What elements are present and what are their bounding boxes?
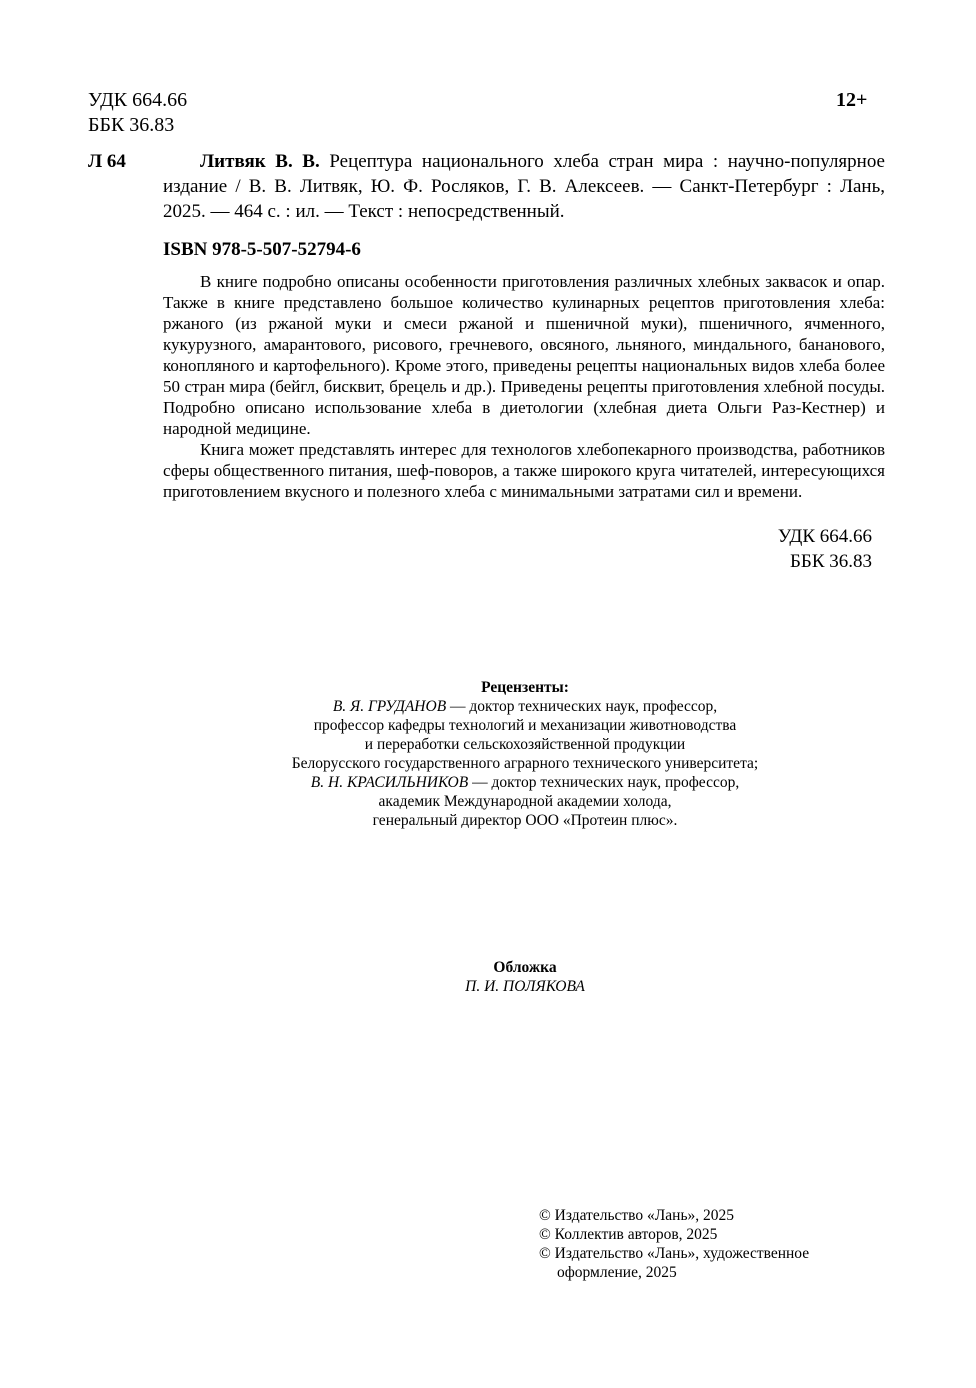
reviewer-1-line-4: Белорусского государственного аграрного технического университета; — [291, 755, 759, 772]
reviewer-2-line-3: генеральный директор ООО «Протеин плюс». — [372, 812, 678, 829]
reviewer-1-title: — доктор технических наук, профессор, — [446, 698, 718, 715]
cover-heading: Обложка — [493, 959, 557, 976]
copyright-line-4: оформление, 2025 — [557, 1264, 677, 1281]
bibliographic-record — [163, 149, 885, 224]
reviewer-1-line-3: и переработки сельскохозяйственной продукции — [364, 736, 686, 753]
reviewer-2-line-2: академик Международной академии холода, — [378, 793, 672, 810]
reviewer-2-title: — доктор технических наук, профессор, — [468, 774, 740, 791]
biblio-description: Рецептура национального хлеба стран мира : научно-популярное издание / В. В. Литвяк, Ю. Ф. Росляков, Г. В. Алексеев. — Санкт-Петербург : Лань, 2025. — 464 с. : ил. — Текст : непосредственный. — [163, 151, 885, 222]
udk-code-bottom: УДК 664.66 — [777, 526, 872, 547]
bbk-code-bottom: ББК 36.83 — [790, 551, 872, 572]
reviewer-1-name: В. Я. ГРУДАНОВ — [332, 698, 447, 715]
udk-code: УДК 664.66 — [88, 89, 188, 111]
reviewer-2-line-1 — [200, 773, 850, 792]
copyright-line-2: © Коллектив авторов, 2025 — [539, 1226, 718, 1243]
cover-credit — [300, 958, 750, 996]
cover-artist: П. И. ПОЛЯКОВА — [465, 978, 585, 995]
copyright-block — [539, 1206, 859, 1282]
copyright-line-1: © Издательство «Лань», 2025 — [539, 1207, 735, 1224]
bbk-code: ББК 36.83 — [88, 114, 175, 136]
biblio-author: Литвяк В. В. — [200, 151, 320, 172]
bottom-classification-codes — [740, 524, 872, 574]
top-classification-codes — [88, 88, 187, 138]
abstract-paragraph-1: В книге подробно описаны особенности приготовления различных хлебных заквасок и опар. Также в книге представлено большое количество кулинарных рецептов приготовления хлеба: ржаного (из ржаной муки и смеси ржаной и пшеничной муки), пшеничного, ячменного, кукурузного, амарантового, рисового, гречневого, овсяного, льняного, миндального, бананового, конопляного и картофельного). Кроме этого, приведены рецепты национальных видов хлеба более 50 стран мира (бейгл, бисквит, брецель и др.). Приведены рецепты приготовления хлебной посуды. Подробно описано использование хлеба в диетологии (хлебная диета Ольги Раз-Кестнер) и народной медицине. — [163, 272, 885, 438]
reviewers-heading: Рецензенты: — [481, 679, 569, 696]
abstract — [163, 271, 885, 502]
copyright-line-3: © Издательство «Лань», художественное — [539, 1245, 810, 1262]
author-mark: Л 64 — [88, 151, 126, 172]
reviewer-1-line-2: профессор кафедры технологий и механизации животноводства — [313, 717, 737, 734]
isbn: ISBN 978-5-507-52794-6 — [163, 239, 361, 260]
reviewer-2-name: В. Н. КРАСИЛЬНИКОВ — [310, 774, 469, 791]
reviewer-1-line-1 — [200, 697, 850, 716]
reviewers-block — [200, 678, 850, 830]
age-rating: 12+ — [836, 89, 868, 111]
abstract-paragraph-2: Книга может представлять интерес для технологов хлебопекарного производства, работников сферы общественного питания, шеф-поворов, а также широкого круга читателей, интересующихся приготовлением вкусного и полезного хлеба с минимальными затратами сил и времени. — [163, 440, 885, 501]
